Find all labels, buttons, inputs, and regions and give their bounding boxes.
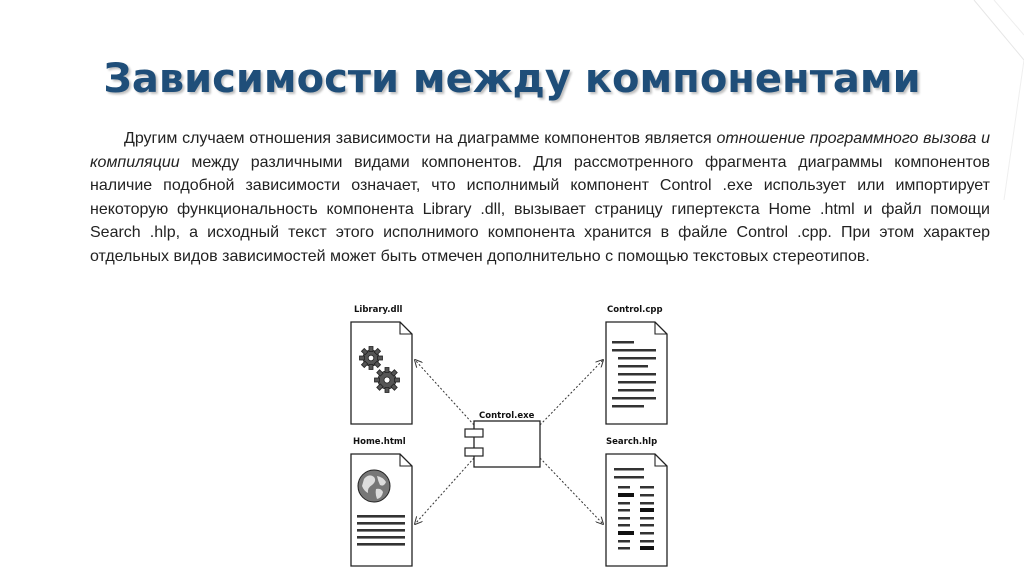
- home-html-component: [351, 437, 412, 566]
- library-dll-label: Library.dll: [354, 305, 403, 315]
- paragraph-emphasis: отношение программного вызова и компиляции: [90, 130, 990, 171]
- library-dll-component: [351, 305, 412, 424]
- slide-title: Зависимости между компонентами: [103, 56, 921, 102]
- control-exe-label: Control.exe: [479, 411, 535, 421]
- arrow-to-search: [540, 458, 603, 524]
- arrow-to-control-cpp: [540, 360, 603, 425]
- code-lines-icon: [612, 341, 656, 408]
- control-cpp-label: Control.cpp: [607, 305, 663, 315]
- search-hlp-component: [606, 437, 667, 566]
- component-diagram: [340, 296, 690, 574]
- control-exe-component: [465, 411, 540, 467]
- paragraph-rest: между различными видами компонентов. Для рассмотренного фрагмента диаграммы компонентов наличие подобной зависимости означает, что исполнимый компонент Control .exe использует или импортирует некоторую функциональность компонента Library .dll, вызывает страницу гипертекста Home .html и файл помощи Search .hlp, а исходный текст этого исполнимого компонента хранится в файле Control .cpp. При этом характер отдельных видов зависимостей может быть отмечен дополнительно с помощью текстовых стереотипов.: [90, 153, 990, 265]
- arrow-to-library: [415, 360, 474, 425]
- arrow-to-home: [415, 458, 474, 524]
- home-html-label: Home.html: [353, 437, 406, 447]
- paragraph-lead: Другим случаем отношения зависимости на диаграмме компонентов является: [124, 130, 717, 147]
- control-cpp-component: [606, 305, 667, 424]
- body-paragraph: [90, 127, 990, 268]
- search-hlp-label: Search.hlp: [606, 437, 658, 447]
- globe-icon: [358, 470, 390, 502]
